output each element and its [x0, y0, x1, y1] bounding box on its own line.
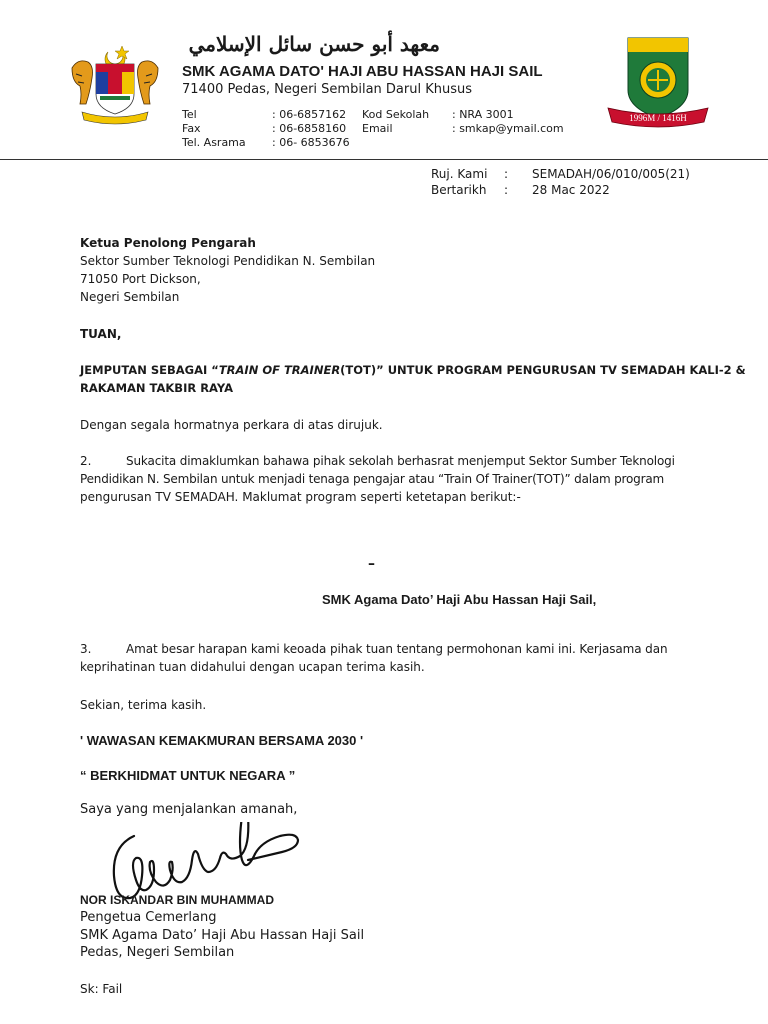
para3-line-2: keprihatinan tuan didahului dengan ucapan terima kasih. [80, 660, 425, 674]
contact-value-asrama: : 06- 6853676 [272, 136, 350, 149]
recipient-line-2: 71050 Port Dickson, [80, 272, 201, 286]
para3-line-1: Amat besar harapan kami keoada pihak tuan tentang permohonan kami ini. Kerjasama dan [126, 642, 668, 656]
school-address: 71400 Pedas, Negeri Sembilan Darul Khusus [182, 82, 472, 97]
code-label-kod: Kod Sekolah [362, 108, 430, 121]
closing-text: Sekian, terima kasih. [80, 698, 207, 712]
school-line: SMK Agama Dato’ Haji Abu Hassan Haji Sail, [322, 592, 597, 607]
school-name: SMK AGAMA DATO' HAJI ABU HASSAN HAJI SAIL [182, 63, 543, 80]
contact-value-fax: : 06-6858160 [272, 122, 347, 135]
motto-berkhidmat: “ BERKHIDMAT UNTUK NEGARA ” [80, 768, 296, 783]
malaysia-coat-of-arms-logo [60, 38, 170, 126]
subject-prefix: JEMPUTAN SEBAGAI “ [80, 363, 219, 377]
subject-line-1 [80, 361, 746, 379]
para2-line-3: pengurusan TV SEMADAH. Maklumat program seperti ketetapan berikut:- [80, 490, 521, 504]
signatory-name: NOR ISKANDAR BIN MUHAMMAD [80, 893, 274, 907]
para2-number: 2. [80, 454, 92, 468]
dash: – [368, 556, 375, 572]
ref-value: SEMADAH/06/010/005(21) [532, 167, 690, 181]
amanah-text: Saya yang menjalankan amanah, [80, 802, 298, 817]
code-value-kod: : NRA 3001 [452, 108, 514, 121]
school-arabic-name: معهد أبو حسن سائل الإسلامي [188, 32, 440, 56]
para2-line-1: Sukacita dimaklumkan bahawa pihak sekolah berhasrat menjemput Sektor Sumber Teknologi [126, 454, 675, 468]
ref-colon: : [504, 167, 509, 181]
recipient-title: Ketua Penolong Pengarah [80, 236, 256, 250]
para3-number: 3. [80, 642, 92, 656]
code-label-email: Email [362, 122, 393, 135]
badge-year: 1996M / 1416H [629, 113, 687, 123]
motto-wawasan: ' WAWASAN KEMAKMURAN BERSAMA 2030 ' [80, 733, 364, 748]
contact-label-tel: Tel [182, 108, 197, 121]
contact-label-asrama: Tel. Asrama [182, 136, 246, 149]
salutation: TUAN, [80, 327, 122, 341]
date-value: 28 Mac 2022 [532, 183, 610, 197]
code-value-email: : smkap@ymail.com [452, 122, 564, 135]
recipient-line-3: Negeri Sembilan [80, 290, 180, 304]
sk-note: Sk: Fail [80, 982, 123, 996]
para2-line-2: Pendidikan N. Sembilan untuk menjadi tenaga pengajar atau “Train Of Trainer(TOT)” dalam program [80, 472, 664, 486]
header-divider [0, 159, 768, 160]
school-badge-logo [604, 34, 712, 130]
contact-value-tel: : 06-6857162 [272, 108, 347, 121]
signatory-title: Pengetua Cemerlang [80, 910, 217, 925]
recipient-line-1: Sektor Sumber Teknologi Pendidikan N. Sembilan [80, 254, 376, 268]
intro-text: Dengan segala hormatnya perkara di atas dirujuk. [80, 418, 383, 432]
date-label: Bertarikh [431, 183, 487, 197]
subject-suffix: (TOT)” UNTUK PROGRAM PENGURUSAN TV SEMADAH KALI-2 & [340, 363, 746, 377]
ref-label: Ruj. Kami [431, 167, 488, 181]
contact-label-fax: Fax [182, 122, 201, 135]
date-colon: : [504, 183, 509, 197]
signatory-org: SMK Agama Dato’ Haji Abu Hassan Haji Sail [80, 928, 365, 943]
subject-line-2: RAKAMAN TAKBIR RAYA [80, 381, 233, 395]
signatory-place: Pedas, Negeri Sembilan [80, 945, 235, 960]
subject-italic: TRAIN OF TRAINER [218, 363, 341, 377]
